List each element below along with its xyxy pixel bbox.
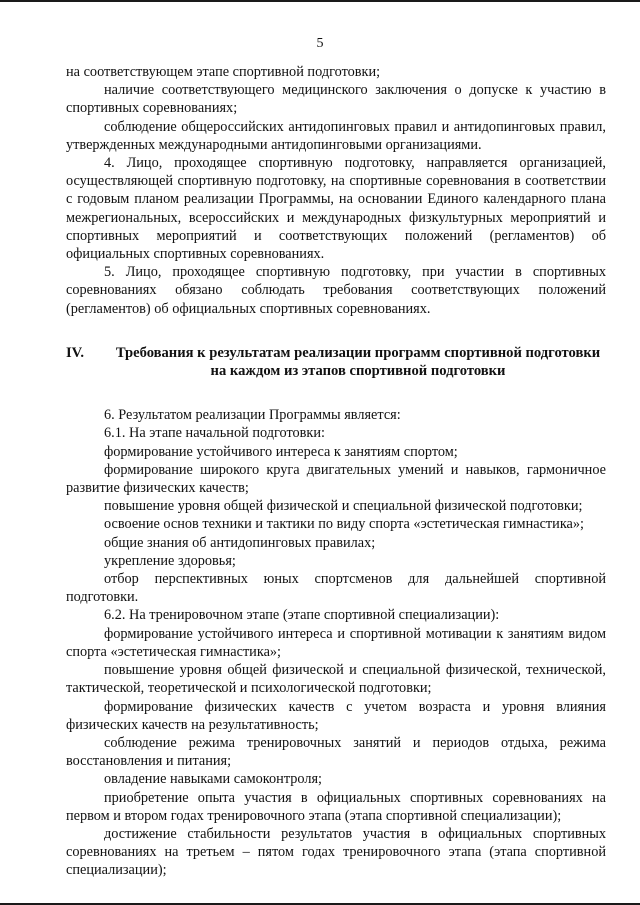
paragraph: формирование устойчивого интереса и спортивной мотивации к занятиям видом спорта «эстетическая гимнастика»; bbox=[66, 625, 606, 660]
paragraph: повышение уровня общей физической и специальной физической, технической, тактической, теоретической и психологической подготовки; bbox=[66, 662, 606, 697]
paragraph: 4. Лицо, проходящее спортивную подготовку, направляется организацией, осуществляющей спортивную подготовку, на спортивные соревнования в соответствии с годовым планом реализации Программы, на основании Единого календарного плана межрегиональных, всероссийских и международных физкультурных мероприятий и спортивных мероприятий и соответствующих положений (регламентов) об официальных спортивных соревнованиях. bbox=[66, 155, 606, 263]
document-body bbox=[66, 63, 606, 880]
paragraph: соблюдение общероссийских антидопинговых правил и антидопинговых правил, утвержденных международными антидопинговыми организациями. bbox=[66, 118, 606, 153]
paragraph: овладение навыками самоконтроля; bbox=[104, 771, 323, 788]
paragraph: формирование широкого круга двигательных умений и навыков, гармоничное развитие физических качеств; bbox=[66, 461, 606, 497]
paragraph: общие знания об антидопинговых правилах; bbox=[104, 534, 376, 551]
section-title: Требования к результатам реализации программ спортивной подготовки на каждом из этапов спортивной подготовки bbox=[115, 344, 601, 380]
page-number: 5 bbox=[316, 36, 324, 51]
paragraph: освоение основ техники и тактики по виду спорта «эстетическая гимнастика»; bbox=[104, 516, 585, 533]
paragraph: наличие соответствующего медицинского заключения о допуске к участию в спортивных соревнованиях; bbox=[66, 82, 606, 117]
paragraph: формирование физических качеств с учетом возраста и уровня влияния физических качеств на результативность; bbox=[66, 698, 606, 733]
paragraph: соблюдение режима тренировочных занятий и периодов отдыха, режима восстановления и питания; bbox=[66, 734, 606, 770]
paragraph: на соответствующем этапе спортивной подготовки; bbox=[66, 64, 381, 80]
paragraph: приобретение опыта участия в официальных спортивных соревнованиях на первом и втором годах тренировочного этапа (этапа спортивной специализации); bbox=[66, 789, 606, 824]
paragraph: достижение стабильности результатов участия в официальных спортивных соревнованиях на третьем – пятом годах тренировочного этапа (этапа спортивной специализации); bbox=[66, 825, 606, 879]
paragraph: 6.2. На тренировочном этапе (этапе спортивной специализации): bbox=[104, 607, 500, 624]
section-heading bbox=[66, 344, 606, 380]
paragraph: 6.1. На этапе начальной подготовки: bbox=[104, 425, 325, 442]
paragraph: укрепление здоровья; bbox=[104, 552, 236, 569]
section-number: IV. bbox=[66, 344, 84, 361]
paragraph: 5. Лицо, проходящее спортивную подготовку, при участии в спортивных соревнованиях обязано соблюдать требования соответствующих положений (регламентов) об официальных спортивных соревнованиях. bbox=[66, 264, 606, 317]
paragraph: 6. Результатом реализации Программы является: bbox=[104, 407, 401, 424]
paragraph: формирование устойчивого интереса к занятиям спортом; bbox=[104, 443, 458, 460]
paragraph: отбор перспективных юных спортсменов для дальнейшей спортивной подготовки. bbox=[66, 571, 606, 606]
paragraph: повышение уровня общей физической и специальной физической подготовки; bbox=[104, 498, 583, 515]
